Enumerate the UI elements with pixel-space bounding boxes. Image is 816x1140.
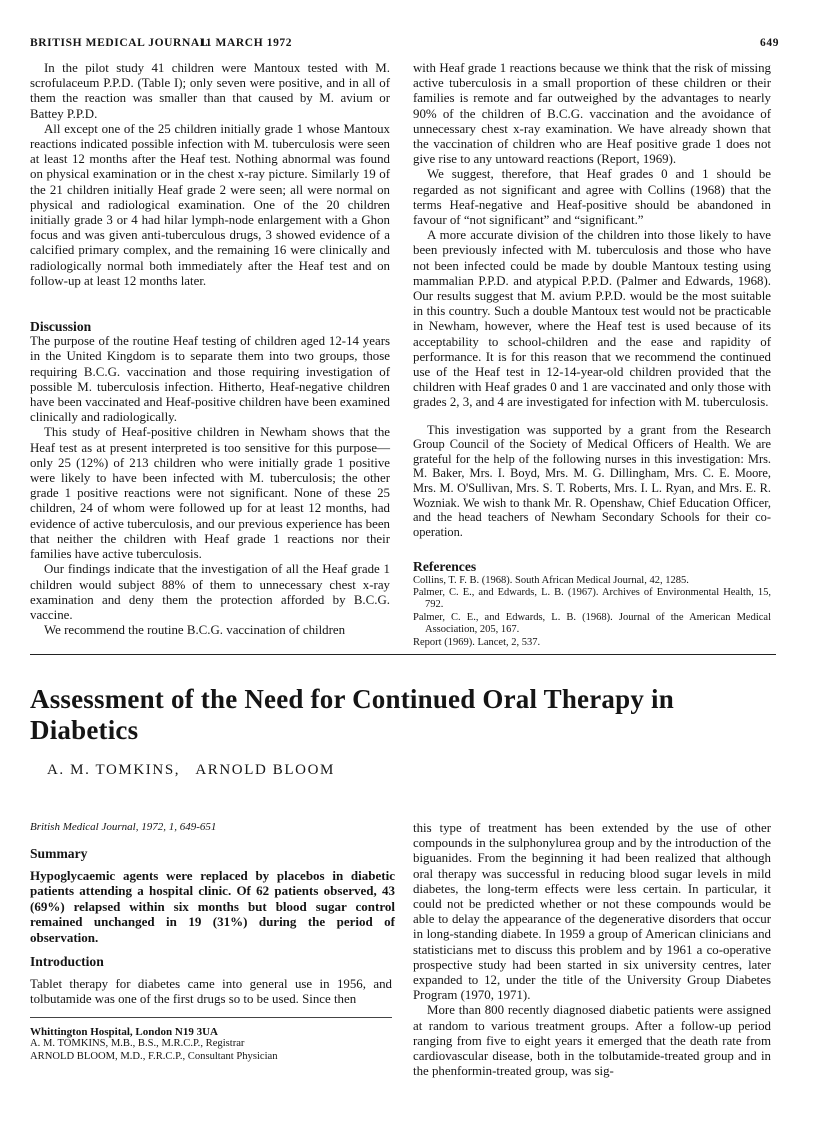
paragraph: We recommend the routine B.C.G. vaccination of children: [44, 623, 346, 638]
paragraph: In the pilot study 41 children were Mantoux tested with M. scrofulaceum P.P.D. (Table I); only seven were positive, and in all of them the reaction was smaller than that caused by M. avium or Battey P.P.D.: [30, 61, 390, 121]
upper-right-column: [413, 61, 771, 649]
affiliation-block: [30, 1026, 392, 1063]
upper-left-column: [30, 61, 390, 638]
page-number: 649: [760, 37, 780, 49]
section-heading-references: References: [413, 559, 477, 575]
reference-item: Collins, T. F. B. (1968). South African Medical Journal, 42, 1285.: [413, 574, 689, 586]
article-separator: [30, 654, 776, 655]
paragraph: A more accurate division of the children into those likely to have been previously infected with M. tuberculosis and those who have not been infected could be made by double Mantoux testing using mammalian P.P.D. and atypical P.P.D. (Palmer and Edwards, 1968). Our results suggest that M. avium P.P.D. would be the most suitable in this country. Such a double Mantoux test would not be practicable in Newham, however, where the Heaf test is used because of its acceptability to school-children and the ease and rapidity of performance. It is for this reason that we recommend the continued use of the Heaf test in 12-14-year-old children provided that the children with Heaf grades 0 and 1 are vaccinated and only those with grades 2, 3, and 4 are investigated for infection with M. tuberculosis.: [413, 228, 771, 410]
running-header-date: 11 MARCH 1972: [200, 37, 293, 49]
paragraph: this type of treatment has been extended by the use of other compounds in the sulphonylurea group and by the introduction of the biguanides. From the beginning it had been realized that although oral therapy was successful in reducing blood sugar levels in mild diabetes, the long-term effects were less certain. In particular, it could not be predicted whether or not these compounds would be able to delay the appearance of the degenerative disorders that occur in long-standing diabete. In 1959 a group of American clinicians and statisticians met to discuss this problem and by 1961 a co-operative prospective study had been started in six university centres, later expanded to 12, under the title of the University Group Diabetes Program (1970, 1971).: [413, 821, 771, 1003]
paragraph: The purpose of the routine Heaf testing of children aged 12-14 years in the United Kingdom is to separate them into two groups, those requiring B.C.G. vaccination and those requiring investigation of possible M. tuberculosis infection. Hitherto, Heaf-negative children have been vaccinated and Heaf-positive children have been examined clinically and radiologically.: [30, 334, 390, 425]
introduction-text: Tablet therapy for diabetes came into general use in 1956, and tolbutamide was one of the first drugs so to be used. Since then: [30, 977, 392, 1007]
paragraph: We suggest, therefore, that Heaf grades 0 and 1 should be regarded as not significant and agree with Collins (1968) that the terms Heaf-negative and Heaf-positive should be abandoned in favour of “not significant” and “significant.”: [413, 167, 771, 228]
summary-text: Hypoglycaemic agents were replaced by placebos in diabetic patients attending a hospital clinic. Of 62 patients observed, 43 (69%) relapsed within six months but blood sugar control remained unchanged in 19 (31%) during the period of observation.: [30, 868, 395, 945]
paragraph: More than 800 recently diagnosed diabetic patients were assigned at random to various treatment groups. After a follow-up period ranging from five to eight years it emerged that the death rate from cardiovascular disease, both in the tolbutamide-treated group and in the phenformin-treated group, was sig-: [413, 1003, 771, 1079]
affiliation-author: ARNOLD BLOOM, M.D., F.R.C.P., Consultant Physician: [30, 1050, 278, 1062]
affiliation-rule: [30, 1017, 392, 1018]
acknowledgment: This investigation was supported by a grant from the Research Group Council of the Society of Medical Officers of Health. We are grateful for the help of the following nurses in this investigation: Mrs. M. Baker, Mrs. I. Boyd, Mrs. M. G. Dillingham, Mrs. C. E. Moore, Mrs. M. O'Sullivan, Mrs. S. T. Roberts, Mrs. I. L. Ryan, and Mrs. E. R. Wozniak. We wish to thank Mr. R. Openshaw, Chief Education Officer, and the head teachers of Newham Secondary Schools for their co-operation.: [413, 422, 771, 539]
introduction-heading: Introduction: [30, 954, 104, 969]
affiliation-author: A. M. TOMKINS, M.B., B.S., M.R.C.P., Registrar: [30, 1038, 245, 1050]
reference-item: Report (1969). Lancet, 2, 537.: [413, 636, 541, 648]
paragraph: with Heaf grade 1 reactions because we think that the risk of missing active tuberculosis in a small proportion of these children or their families is remote and far outweighed by the advantages to nearly 90% of the children of B.C.G. vaccination and the avoidance of unnecessary chest x-ray examination. We have already shown that the vaccination of children who are Heaf positive grade 1 does not give rise to any untoward reactions (Report, 1969).: [413, 61, 771, 167]
article-citation: British Medical Journal, 1972, 1, 649-651: [30, 821, 217, 833]
paragraph: Our findings indicate that the investigation of all the Heaf grade 1 children would subject 88% of them to unnecessary chest x-ray examination and deny them the protection afforded by B.C.G. vaccine.: [30, 562, 390, 622]
paragraph: All except one of the 25 children initially grade 1 whose Mantoux reactions indicated possible infection with M. tuberculosis were seen at least 12 months after the Heaf test. Nothing abnormal was found on physical examination or in the chest x-ray picture. Similarly 19 of the 21 children initially Heaf grade 2 were seen; all were normal on physical and radiological examination. One of the 20 children initially grade 3 or 4 had hilar lymph-node enlargement with a Ghon focus and was given anti-tuberculous drugs, 3 showed evidence of a calcified primary complex, and the remaining 16 were clinically and radiologically normal both immediately after the Heaf test and on follow-up at least 12 months later.: [30, 121, 390, 288]
reference-item: Palmer, C. E., and Edwards, L. B. (1968). Journal of the American Medical Association, 205, 167.: [413, 612, 771, 635]
summary-heading: Summary: [30, 846, 88, 861]
affiliation-hospital: Whittington Hospital, London N19 3UA: [30, 1026, 218, 1038]
running-header-journal: BRITISH MEDICAL JOURNAL: [30, 37, 209, 49]
paragraph: This study of Heaf-positive children in Newham shows that the Heaf test as at present interpreted is too sensitive for this purpose—only 25 (12%) of 213 children who were initially grade 1 positive were likely to have been infected with M. tuberculosis; the other grade 1 positive reactions were not significant. None of these 25 children, 24 of whom were followed up for at least 12 months, had evidence of active tuberculosis, and our previous experience has been that neither the children with Heaf grade 1 reactions nor their families have active tuberculosis.: [30, 425, 390, 562]
lower-right-column: [413, 821, 771, 1079]
article-title: Assessment of the Need for Continued Oral Therapy in Diabetics: [30, 684, 674, 745]
article-authors: A. M. TOMKINS, ARNOLD BLOOM: [47, 762, 335, 778]
reference-list: [413, 575, 771, 649]
section-heading-discussion: Discussion: [30, 319, 92, 335]
reference-item: Palmer, C. E., and Edwards, L. B. (1967). Archives of Environmental Health, 15, 792.: [413, 587, 771, 611]
